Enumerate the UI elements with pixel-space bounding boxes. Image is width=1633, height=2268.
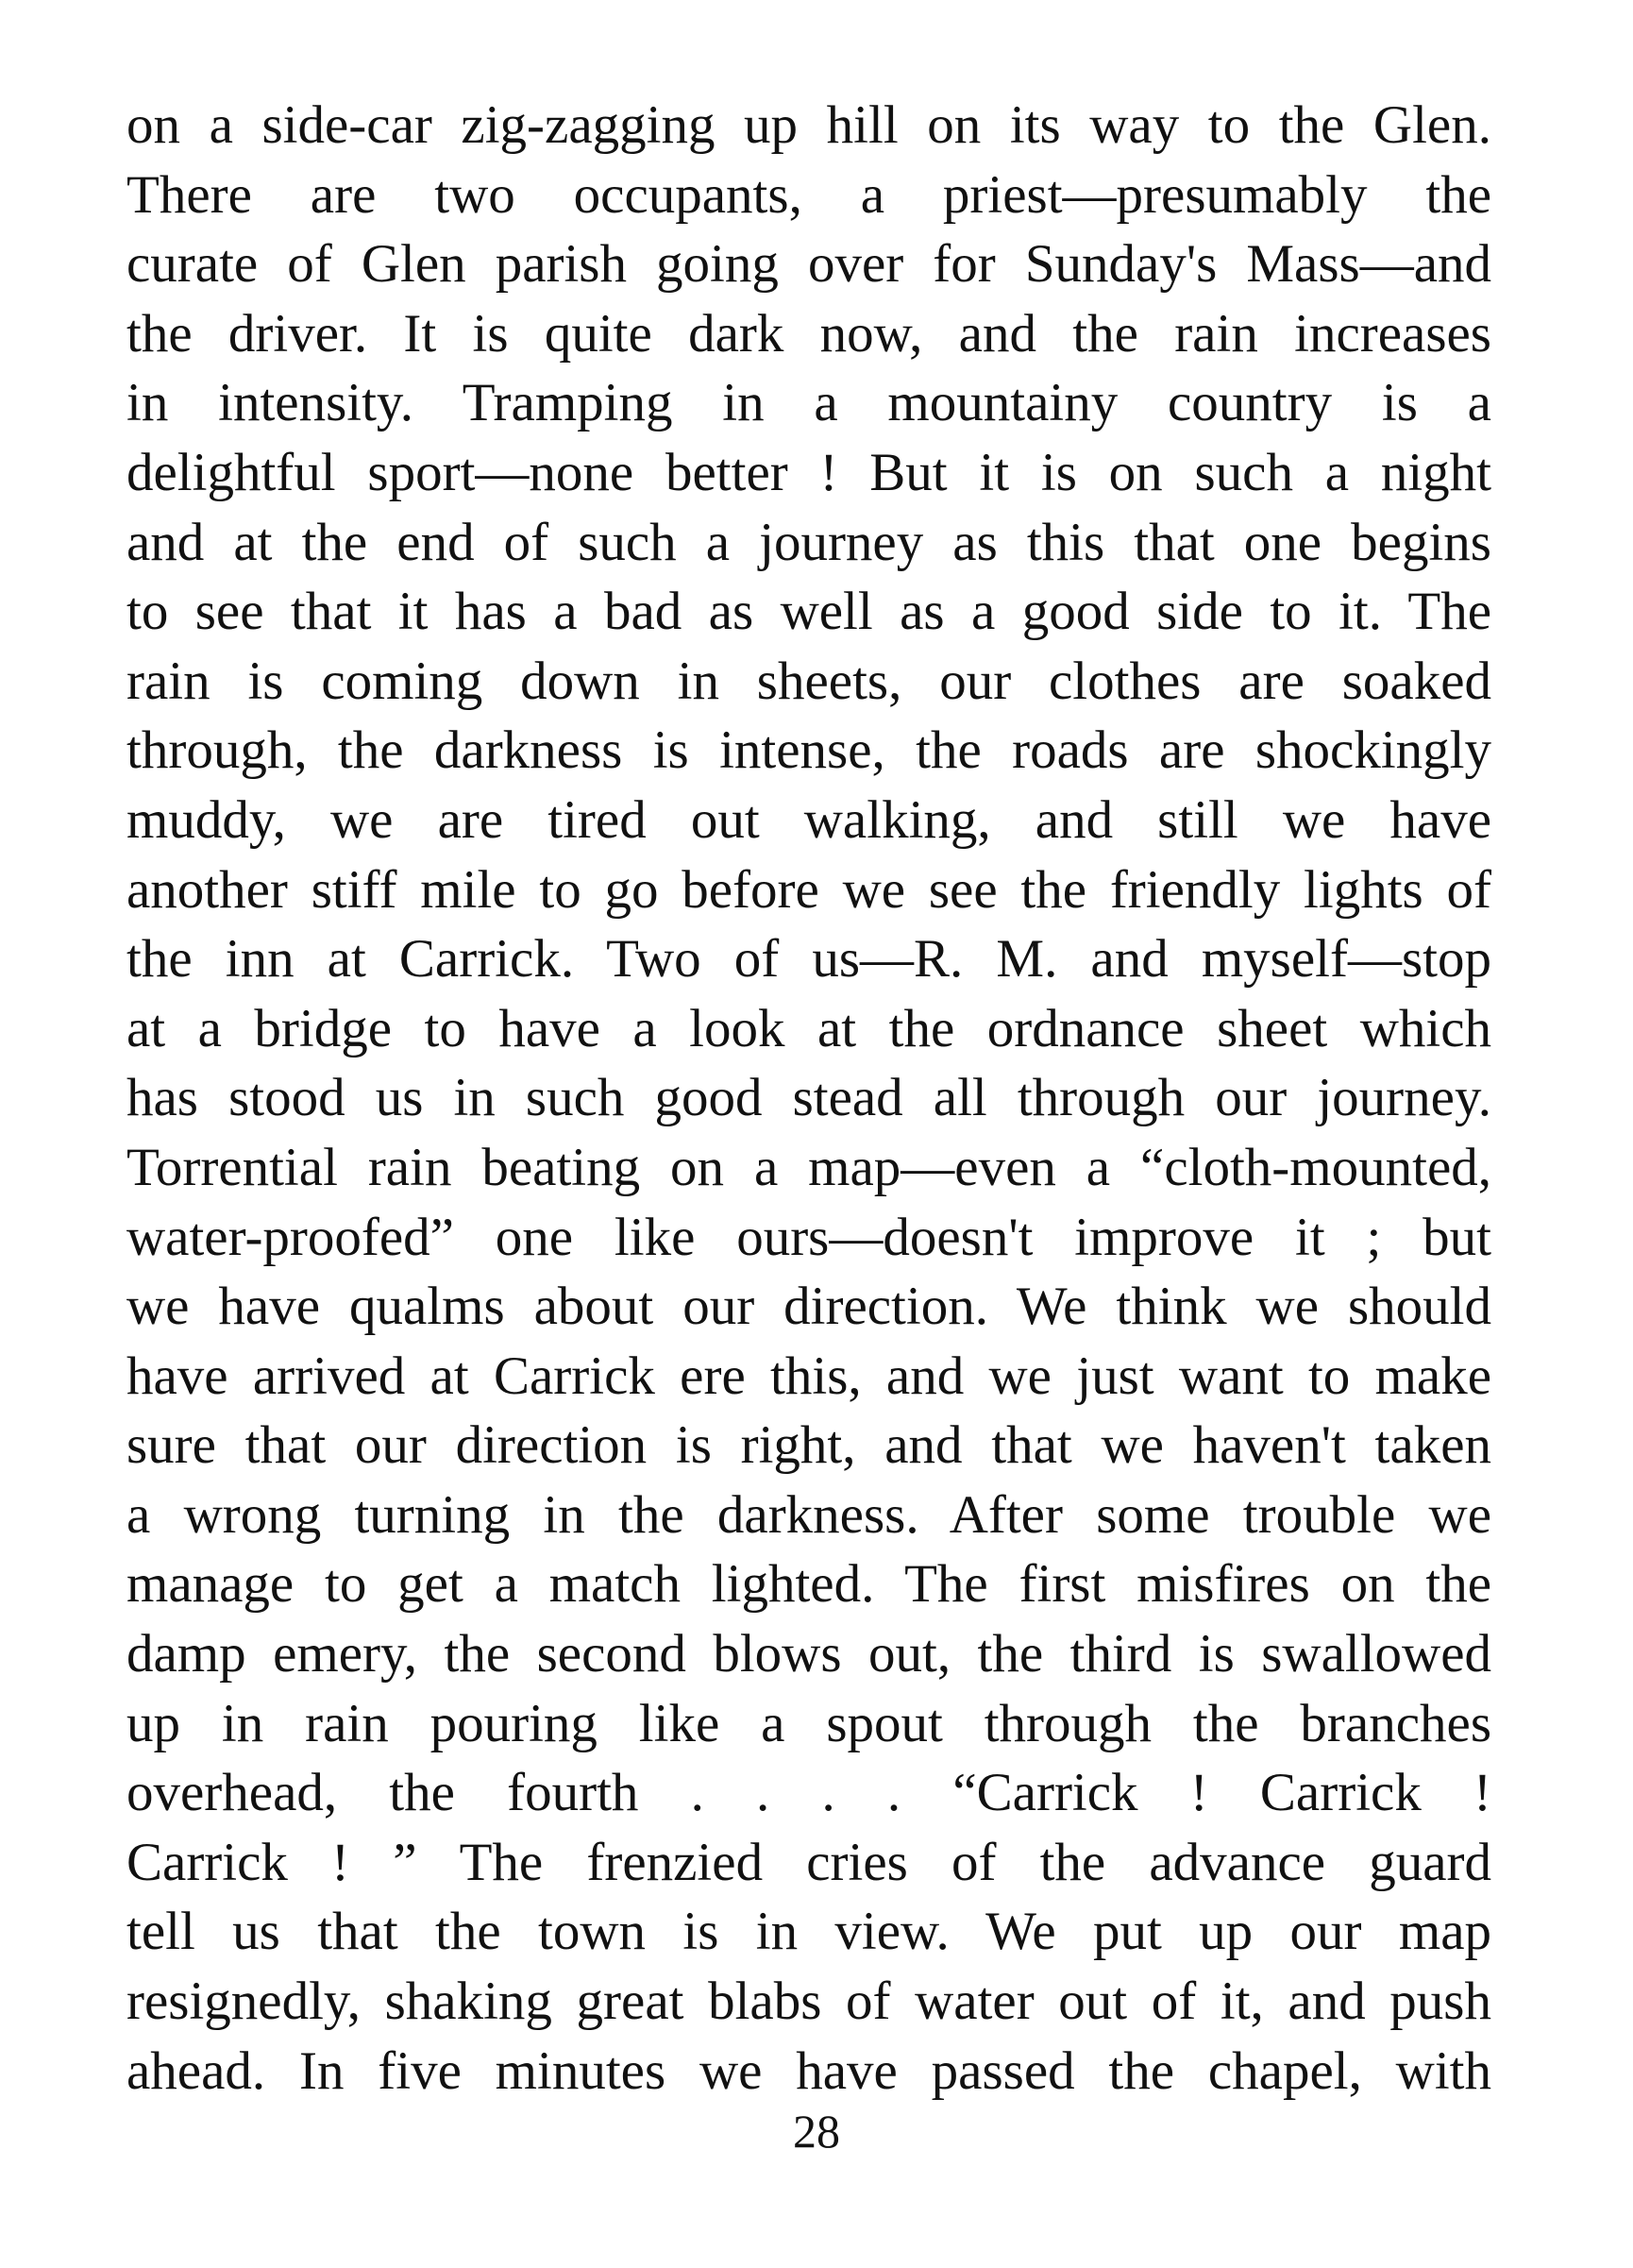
text-line: we have qualms about our direction. We think we should (126, 1277, 1491, 1337)
text-line: tell us that the town is in view. We put up our map (126, 1902, 1491, 1962)
text-line: through, the darkness is intense, the roads are shockingly (126, 720, 1491, 781)
text-line: Torrential rain beating on a map—even a “cloth-mounted, (126, 1137, 1491, 1197)
text-line: sure that our direction is right, and that we haven't taken (126, 1415, 1491, 1476)
text-line: to see that it has a bad as well as a good side to it. The (126, 582, 1491, 642)
text-line: muddy, we are tired out walking, and still we have (126, 789, 1491, 850)
text-line: in intensity. Tramping in a mountainy country is a (126, 373, 1491, 433)
text-line: on a side-car zig-zagging up hill on its way to the Glen. (126, 95, 1491, 155)
text-line: has stood us in such good stead all through our journey. (126, 1068, 1491, 1128)
text-line: and at the end of such a journey as this that one begins (126, 512, 1491, 572)
text-line: overhead, the fourth . . . . “Carrick ! Carrick ! (126, 1763, 1491, 1823)
text-line: water-proofed” one like ours—doesn't improve it ; but (126, 1207, 1491, 1267)
text-line: another stiff mile to go before we see the friendly lights of (126, 859, 1491, 920)
text-line: manage to get a match lighted. The first misfires on the (126, 1554, 1491, 1615)
text-line: resignedly, shaking great blabs of water out of it, and push (126, 1972, 1491, 2032)
text-line: ahead. In five minutes we have passed the chapel, with (126, 2040, 1491, 2101)
text-line: a wrong turning in the darkness. After some trouble we (126, 1484, 1491, 1545)
text-line: rain is coming down in sheets, our clothes are soaked (126, 651, 1491, 711)
text-line: have arrived at Carrick ere this, and we just want to make (126, 1346, 1491, 1406)
text-line: the inn at Carrick. Two of us—R. M. and myself—stop (126, 929, 1491, 990)
text-line: damp emery, the second blows out, the third is swallowed (126, 1624, 1491, 1684)
body-text (126, 91, 1491, 2106)
text-line: delightful sport—none better ! But it is on such a night (126, 442, 1491, 502)
text-line: at a bridge to have a look at the ordnance sheet which (126, 998, 1491, 1058)
text-line: Carrick ! ” The frenzied cries of the advance guard (126, 1832, 1491, 1892)
text-line: curate of Glen parish going over for Sunday's Mass—and (126, 234, 1491, 295)
page-number: 28 (793, 2105, 840, 2158)
text-line: the driver. It is quite dark now, and the rain increases (126, 303, 1491, 364)
text-line: There are two occupants, a priest—presumably the (126, 164, 1491, 225)
text-line: up in rain pouring like a spout through the branches (126, 1693, 1491, 1753)
